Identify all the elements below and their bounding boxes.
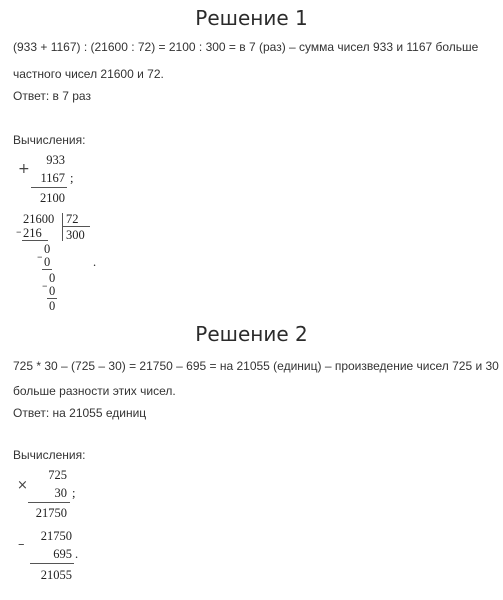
minus-sign: – bbox=[37, 250, 43, 263]
multiplication-semicolon: ; bbox=[72, 486, 76, 500]
factor-2: 30 bbox=[54, 486, 67, 500]
remainder-2: 0 bbox=[44, 255, 51, 269]
solution-1-answer: Ответ: в 7 раз bbox=[13, 89, 91, 103]
solution-1-expression-cont: частного чисел 21600 и 72. bbox=[13, 67, 164, 81]
division-line-1 bbox=[22, 240, 48, 241]
addition-line bbox=[31, 187, 67, 188]
addition-sum: 2100 bbox=[40, 191, 65, 205]
minuend: 21750 bbox=[40, 529, 72, 543]
plus-sign: + bbox=[18, 161, 30, 177]
addition-semicolon: ; bbox=[70, 171, 74, 185]
solution-2-calc-label: Вычисления: bbox=[13, 448, 86, 462]
subtraction-difference: 21055 bbox=[40, 568, 72, 582]
solution-2-answer: Ответ: на 21055 единиц bbox=[13, 406, 147, 420]
subtrahend: 695 bbox=[53, 547, 72, 561]
division-line-2 bbox=[42, 269, 52, 270]
dividend: 21600 bbox=[23, 212, 55, 226]
solution-2-expression-cont: больше разности этих чисел. bbox=[13, 384, 176, 398]
solution-2-title: Решение 2 bbox=[195, 322, 308, 346]
remainder-3: 0 bbox=[49, 271, 56, 285]
minus-sign: – bbox=[18, 537, 25, 552]
multiplication-line bbox=[28, 502, 70, 503]
remainder-5: 0 bbox=[49, 299, 56, 313]
multiplication-product: 21750 bbox=[35, 506, 67, 520]
solution-1-calc-label: Вычисления: bbox=[13, 133, 86, 147]
remainder-4: 0 bbox=[49, 284, 56, 298]
solution-2-expression: 725 * 30 – (725 – 30) = 21750 – 695 = на 21055 (единиц) – произведение чисел 725 и 30 bbox=[13, 359, 499, 373]
divisor: 72 bbox=[66, 212, 79, 226]
subtrahend-1: 216 bbox=[23, 226, 42, 240]
solution-1-expression: (933 + 1167) : (21600 : 72) = 2100 : 300 = в 7 (раз) – сумма чисел 933 и 1167 больше bbox=[13, 40, 479, 54]
division-bar bbox=[62, 213, 63, 241]
times-sign: × bbox=[17, 478, 28, 493]
subtraction-line bbox=[30, 563, 74, 564]
addend-2: 1167 bbox=[40, 171, 65, 185]
factor-1: 725 bbox=[48, 468, 67, 482]
minus-sign: – bbox=[42, 279, 48, 292]
minus-sign: – bbox=[16, 225, 22, 238]
quotient: 300 bbox=[66, 228, 85, 242]
divisor-underline bbox=[62, 226, 90, 227]
division-period: . bbox=[93, 255, 97, 269]
addend-1: 933 bbox=[46, 153, 65, 167]
remainder-1: 0 bbox=[44, 242, 51, 256]
solution-1-title: Решение 1 bbox=[195, 6, 308, 30]
subtraction-period: . bbox=[75, 547, 79, 561]
